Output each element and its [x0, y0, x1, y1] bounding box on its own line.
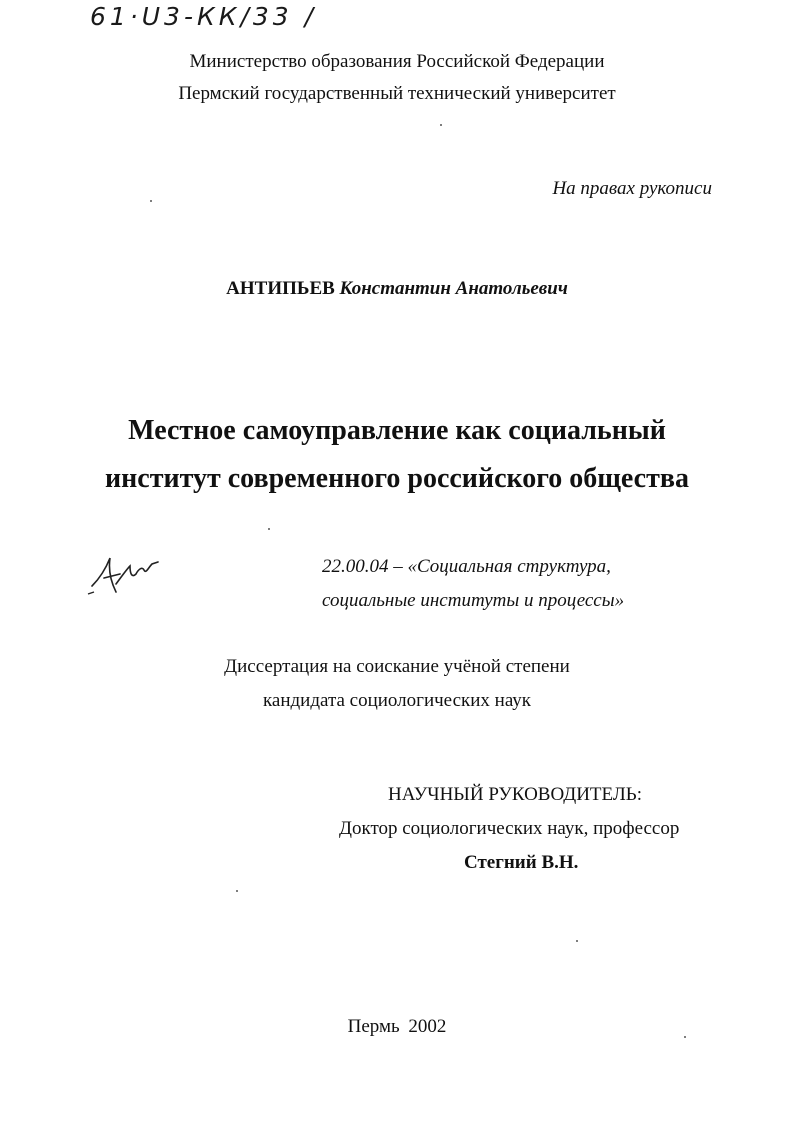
scan-speck — [268, 528, 270, 530]
university-name: Пермский государственный технический университет — [178, 83, 616, 104]
author-given-names: Константин Анатольевич — [339, 278, 568, 299]
ministry-name: Министерство образования Российской Федерации — [189, 51, 605, 72]
scan-speck — [150, 200, 152, 202]
specialty-line-1: 22.00.04 – «Социальная структура, — [322, 556, 611, 577]
title-line-2: институт современного российского общества — [105, 463, 689, 494]
supervisor-academic-title: Доктор социологических наук, профессор — [339, 818, 680, 839]
title-line-1: Местное самоуправление как социальный — [128, 415, 666, 446]
city: Пермь — [347, 1016, 400, 1037]
specialty-line-2: социальные институты и процессы» — [322, 590, 625, 611]
scan-speck — [440, 124, 442, 126]
supervisor-heading: НАУЧНЫЙ РУКОВОДИТЕЛЬ: — [388, 784, 642, 805]
handwritten-archive-code: 61·U3-КК/33 / — [90, 2, 318, 31]
author-name — [0, 278, 794, 300]
year: 2002 — [408, 1016, 447, 1037]
institution-block — [0, 46, 794, 110]
dissertation-title — [0, 407, 794, 503]
manuscript-rights-note: На правах рукописи — [552, 178, 712, 199]
author-surname: АНТИПЬЕВ — [226, 278, 335, 299]
specialty-code-block — [322, 550, 624, 618]
scan-speck — [236, 890, 238, 892]
degree-line-1: Диссертация на соискание учёной степени — [224, 656, 570, 677]
supervisor-name: Стегний В.Н. — [464, 852, 579, 873]
degree-statement — [0, 650, 794, 718]
degree-line-2: кандидата социологических наук — [262, 690, 532, 711]
scan-speck — [684, 1036, 686, 1038]
handwritten-signature — [86, 548, 166, 603]
city-and-year — [0, 1016, 794, 1038]
scan-speck — [576, 940, 578, 942]
